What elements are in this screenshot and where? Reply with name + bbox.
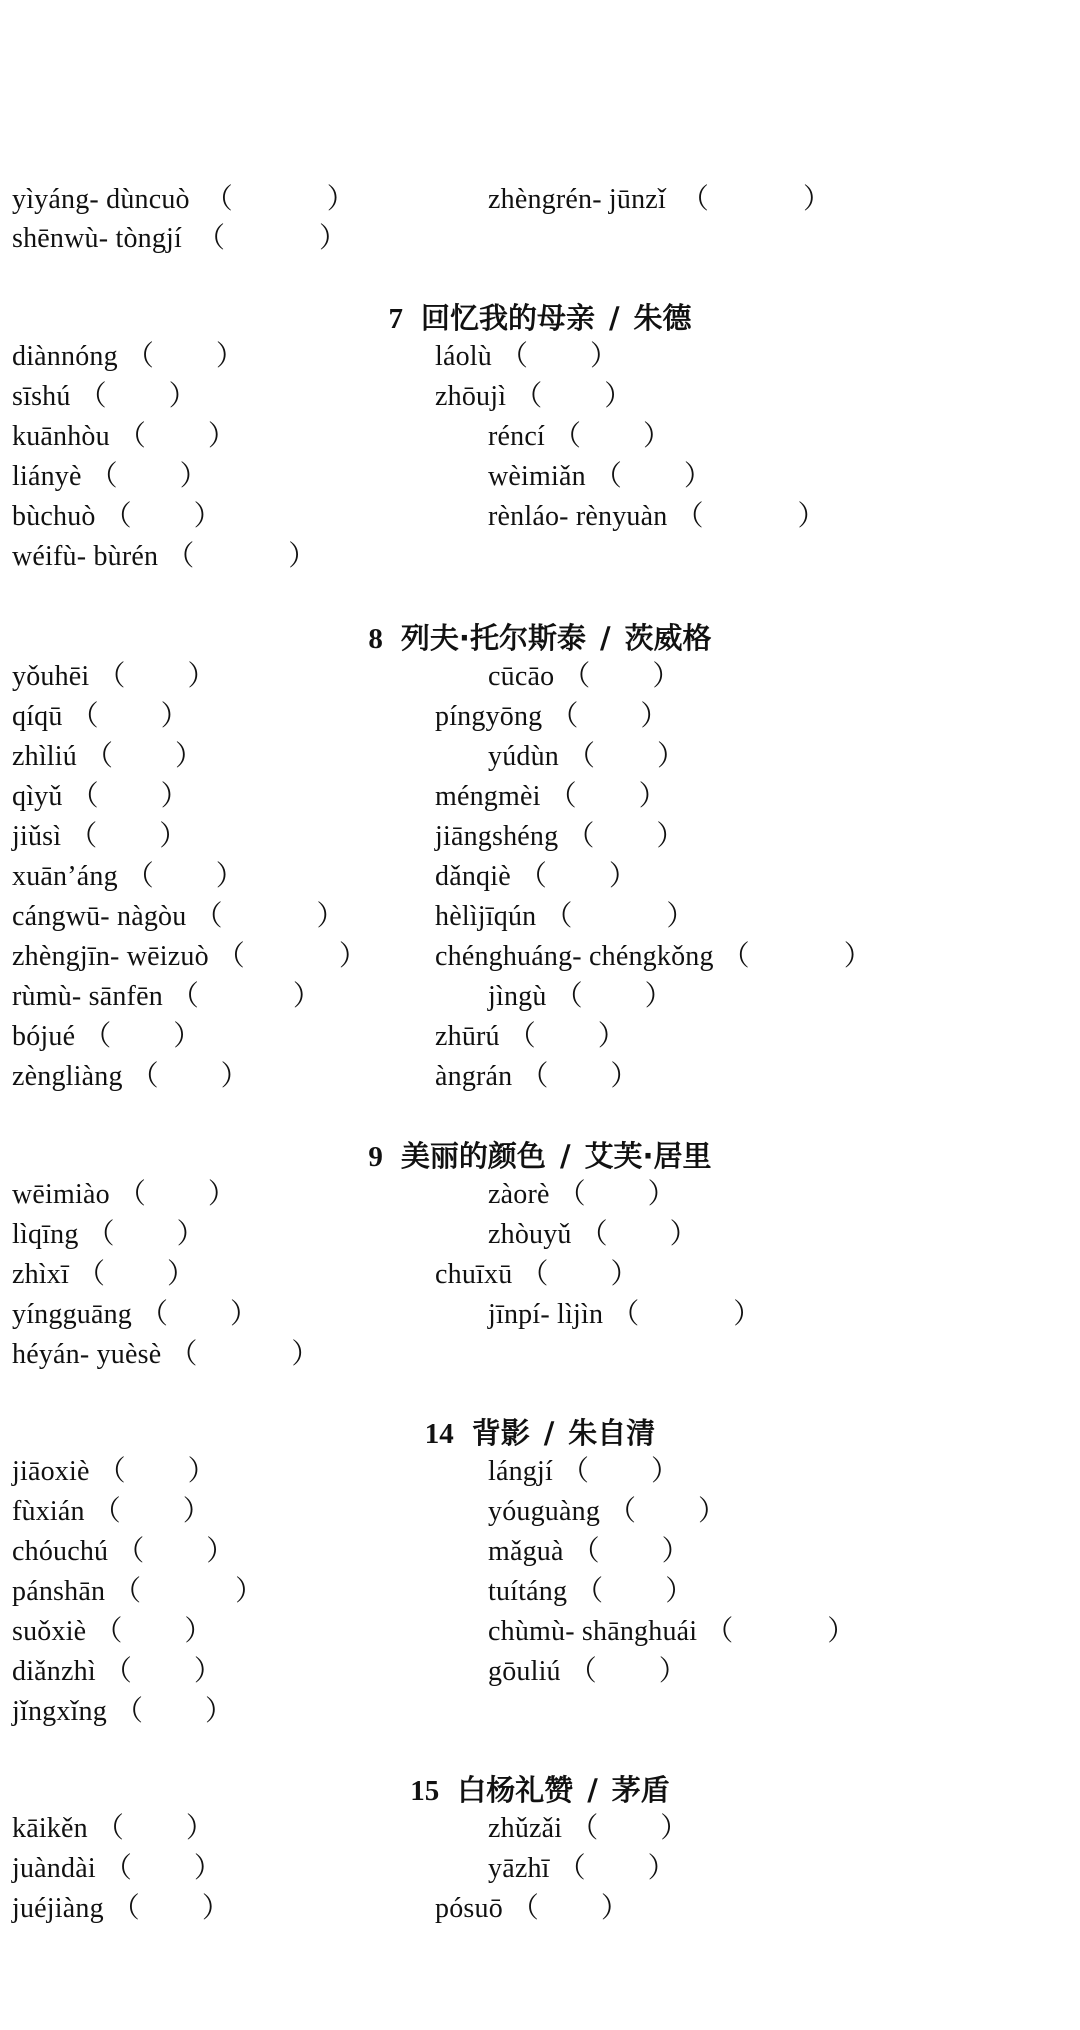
pinyin-item [12, 1258, 195, 1292]
pinyin-item [12, 1892, 230, 1926]
pinyin-text: chénghuáng- chéngkǒng [435, 941, 714, 972]
lesson-title: 列夫·托尔斯泰 [400, 621, 586, 655]
heading-separator: / [543, 1416, 555, 1450]
heading-separator: / [559, 1139, 571, 1173]
pinyin-text: juàndài [12, 1853, 96, 1884]
answer-blank[interactable]: （ ） [114, 1696, 233, 1727]
answer-blank[interactable]: （ ） [125, 861, 244, 892]
pinyin-text: yāzhī [488, 1853, 550, 1884]
lesson-number: 8 [368, 623, 383, 655]
pinyin-item [12, 1338, 319, 1372]
pinyin-item [12, 700, 189, 734]
pinyin-text: lìqīng [12, 1219, 79, 1250]
pinyin-item [12, 460, 208, 494]
pinyin-item [12, 900, 344, 934]
pinyin-item [12, 820, 187, 854]
answer-blank[interactable]: （ ） [130, 1061, 249, 1092]
answer-blank[interactable]: （ ） [611, 1299, 762, 1330]
pinyin-text: wéifù- bùrén [12, 541, 159, 572]
pinyin-item [12, 500, 222, 534]
pinyin-text: rènláo- rènyuàn [488, 501, 668, 532]
answer-blank[interactable]: （ ） [557, 1179, 676, 1210]
answer-blank[interactable]: （ ） [166, 541, 317, 572]
pinyin-item [488, 420, 671, 454]
pinyin-item [435, 380, 632, 414]
pinyin-item [12, 1655, 222, 1689]
answer-blank[interactable]: （ ） [518, 861, 637, 892]
answer-blank[interactable]: （ ） [111, 1893, 230, 1924]
pinyin-text: lángjí [488, 1456, 553, 1487]
answer-blank[interactable]: （ ） [608, 1496, 727, 1527]
answer-blank[interactable]: （ ） [500, 341, 619, 372]
pinyin-text: shēnwù- tòngjí [12, 223, 183, 254]
lesson-title: 背影 [471, 1416, 530, 1450]
pinyin-item [488, 660, 680, 694]
answer-blank[interactable]: （ ） [125, 341, 244, 372]
pinyin-text: mǎguà [488, 1536, 564, 1567]
pinyin-item [12, 1695, 233, 1729]
pinyin-item [435, 780, 667, 814]
answer-blank[interactable]: （ ） [548, 781, 667, 812]
answer-blank[interactable]: （ ） [204, 184, 355, 215]
answer-blank[interactable]: （ ） [95, 1813, 214, 1844]
lesson-title: 回忆我的母亲 [420, 301, 595, 335]
answer-blank[interactable]: （ ） [568, 1656, 687, 1687]
pinyin-item [12, 780, 189, 814]
pinyin-text: jiǔsì [12, 821, 62, 852]
pinyin-item [12, 340, 244, 374]
answer-blank[interactable]: （ ） [197, 223, 348, 254]
answer-blank[interactable]: （ ） [680, 184, 831, 215]
lesson-number: 14 [424, 1418, 454, 1450]
pinyin-item [488, 1812, 688, 1846]
answer-blank[interactable]: （ ） [70, 701, 189, 732]
pinyin-text: hèlìjīqún [435, 901, 537, 932]
pinyin-item [12, 380, 197, 414]
pinyin-text: tuítáng [488, 1576, 568, 1607]
pinyin-item [12, 540, 316, 574]
answer-blank[interactable]: （ ） [675, 501, 826, 532]
pinyin-item [12, 660, 215, 694]
pinyin-text: wēimiào [12, 1179, 110, 1210]
lesson-author: 艾芙·居里 [584, 1139, 712, 1173]
pinyin-item [12, 1298, 258, 1332]
pinyin-text: jiāngshéng [435, 821, 559, 852]
pinyin-text: chuīxū [435, 1259, 513, 1290]
pinyin-item [12, 1575, 263, 1609]
pinyin-text: bójué [12, 1021, 76, 1052]
answer-blank[interactable]: （ ） [170, 981, 321, 1012]
answer-blank[interactable]: （ ） [169, 1339, 320, 1370]
pinyin-text: láolù [435, 341, 492, 372]
pinyin-text: zhōujì [435, 381, 507, 412]
pinyin-text: kuānhòu [12, 421, 110, 452]
pinyin-item [488, 740, 685, 774]
answer-blank[interactable]: （ ） [579, 1219, 698, 1250]
pinyin-text: jiāoxiè [12, 1456, 90, 1487]
pinyin-text: xuān’áng [12, 861, 118, 892]
pinyin-text: yíngguāng [12, 1299, 133, 1330]
pinyin-item [12, 1060, 249, 1094]
answer-blank[interactable]: （ ） [520, 1061, 639, 1092]
pinyin-text: yǒuhēi [12, 661, 90, 692]
pinyin-item [12, 940, 367, 974]
pinyin-text: cángwū- nàgòu [12, 901, 187, 932]
pinyin-text: zàorè [488, 1179, 550, 1210]
pinyin-text: fùxián [12, 1496, 85, 1527]
pinyin-text: yóuguàng [488, 1496, 601, 1527]
lesson-number: 7 [388, 303, 403, 335]
answer-blank[interactable]: （ ） [544, 901, 695, 932]
pinyin-text: zhèngrén- jūnzǐ [488, 184, 666, 215]
pinyin-item [435, 700, 668, 734]
answer-blank[interactable]: （ ） [116, 1536, 235, 1567]
pinyin-item [435, 1258, 638, 1292]
answer-blank[interactable]: （ ） [550, 701, 669, 732]
pinyin-item [435, 1020, 626, 1054]
lesson-title: 白杨礼赞 [457, 1773, 574, 1807]
pinyin-text: wèimiǎn [488, 461, 586, 492]
pinyin-item [12, 183, 355, 217]
lesson-heading [0, 1415, 1080, 1452]
pinyin-item [488, 1852, 676, 1886]
pinyin-item [488, 1655, 687, 1689]
answer-blank[interactable]: （ ） [194, 901, 345, 932]
pinyin-item [12, 980, 321, 1014]
pinyin-item [488, 460, 712, 494]
answer-blank[interactable]: （ ） [86, 1219, 205, 1250]
pinyin-text: píngyōng [435, 701, 543, 732]
pinyin-text: chóuchú [12, 1536, 109, 1567]
pinyin-text: kāikěn [12, 1813, 88, 1844]
answer-blank[interactable]: （ ） [560, 1456, 679, 1487]
pinyin-text: diǎnzhì [12, 1656, 96, 1687]
lesson-number: 9 [368, 1141, 383, 1173]
pinyin-item [12, 420, 236, 454]
answer-blank[interactable]: （ ） [103, 1853, 222, 1884]
pinyin-text: qíqū [12, 701, 63, 732]
pinyin-item [12, 1535, 234, 1569]
pinyin-text: héyán- yuèsè [12, 1339, 162, 1370]
pinyin-item [12, 740, 203, 774]
pinyin-item [488, 1298, 761, 1332]
answer-blank[interactable]: （ ） [70, 781, 189, 812]
answer-blank[interactable]: （ ） [92, 1496, 211, 1527]
pinyin-text: juéjiàng [12, 1893, 104, 1924]
pinyin-text: dǎnqiè [435, 861, 511, 892]
pinyin-item [12, 1455, 216, 1489]
pinyin-item [488, 183, 831, 217]
pinyin-text: jǐngxǐng [12, 1696, 107, 1727]
pinyin-text: zhūrú [435, 1021, 500, 1052]
pinyin-text: gōuliú [488, 1656, 561, 1687]
answer-blank[interactable]: （ ） [721, 941, 872, 972]
answer-blank[interactable]: （ ） [562, 661, 681, 692]
pinyin-text: méngmèi [435, 781, 541, 812]
pinyin-text: jìngù [488, 981, 547, 1012]
pinyin-item [488, 1575, 693, 1609]
pinyin-text: cūcāo [488, 661, 555, 692]
pinyin-item [488, 1535, 690, 1569]
answer-blank[interactable]: （ ） [216, 941, 367, 972]
answer-blank[interactable]: （ ） [97, 1456, 216, 1487]
lesson-title: 美丽的颜色 [400, 1139, 546, 1173]
pinyin-item [12, 1495, 211, 1529]
answer-blank[interactable]: （ ） [89, 461, 208, 492]
pinyin-item [12, 222, 347, 256]
answer-blank[interactable]: （ ） [140, 1299, 259, 1330]
pinyin-item [435, 940, 872, 974]
answer-blank[interactable]: （ ） [566, 821, 685, 852]
pinyin-item [12, 860, 244, 894]
pinyin-text: pósuō [435, 1893, 503, 1924]
pinyin-text: yúdùn [488, 741, 559, 772]
pinyin-text: liányè [12, 461, 82, 492]
pinyin-text: zèngliàng [12, 1061, 123, 1092]
pinyin-text: suǒxiè [12, 1616, 87, 1647]
answer-blank[interactable]: （ ） [552, 421, 671, 452]
pinyin-item [12, 1020, 201, 1054]
answer-blank[interactable]: （ ） [117, 1179, 236, 1210]
answer-blank[interactable]: （ ） [77, 1259, 196, 1290]
heading-separator: / [599, 621, 611, 655]
pinyin-text: yìyáng- dùncuò [12, 184, 190, 215]
pinyin-item [435, 1060, 638, 1094]
answer-blank[interactable]: （ ） [575, 1576, 694, 1607]
answer-blank[interactable]: （ ） [554, 981, 673, 1012]
answer-blank[interactable]: （ ） [84, 741, 203, 772]
lesson-number: 15 [410, 1775, 440, 1807]
pinyin-item [435, 820, 684, 854]
pinyin-text: zhòuyǔ [488, 1219, 572, 1250]
answer-blank[interactable]: （ ） [78, 381, 197, 412]
heading-separator: / [608, 301, 620, 335]
pinyin-text: qìyǔ [12, 781, 63, 812]
lesson-author: 茅盾 [611, 1773, 670, 1807]
lesson-author: 朱自清 [568, 1416, 656, 1450]
pinyin-text: réncí [488, 421, 545, 452]
pinyin-text: diànnóng [12, 341, 118, 372]
answer-blank[interactable]: （ ） [510, 1893, 629, 1924]
pinyin-text: zhèngjīn- wēizuò [12, 941, 209, 972]
answer-blank[interactable]: （ ） [514, 381, 633, 412]
answer-blank[interactable]: （ ） [94, 1616, 213, 1647]
pinyin-item [488, 1455, 679, 1489]
answer-blank[interactable]: （ ） [520, 1259, 639, 1290]
answer-blank[interactable]: （ ） [103, 501, 222, 532]
answer-blank[interactable]: （ ） [97, 661, 216, 692]
pinyin-item [488, 980, 673, 1014]
answer-blank[interactable]: （ ） [557, 1853, 676, 1884]
pinyin-item [488, 500, 826, 534]
lesson-author: 朱德 [633, 301, 692, 335]
pinyin-text: jīnpí- lìjìn [488, 1299, 604, 1330]
answer-blank[interactable]: （ ） [103, 1656, 222, 1687]
heading-separator: / [587, 1773, 598, 1807]
lesson-heading [0, 1772, 1080, 1809]
pinyin-text: pánshān [12, 1576, 106, 1607]
pinyin-item [488, 1495, 726, 1529]
pinyin-item [435, 1892, 629, 1926]
answer-blank[interactable]: （ ） [570, 1813, 689, 1844]
answer-blank[interactable]: （ ） [593, 461, 712, 492]
answer-blank[interactable]: （ ） [83, 1021, 202, 1052]
pinyin-item [12, 1218, 205, 1252]
pinyin-text: zhìxī [12, 1259, 69, 1290]
pinyin-item [12, 1852, 222, 1886]
pinyin-item [12, 1812, 214, 1846]
pinyin-item [435, 900, 694, 934]
pinyin-item [12, 1178, 236, 1212]
answer-blank[interactable]: （ ） [571, 1536, 690, 1567]
pinyin-text: zhǔzǎi [488, 1813, 563, 1844]
lesson-heading [0, 620, 1080, 657]
answer-blank[interactable]: （ ） [69, 821, 188, 852]
pinyin-text: rùmù- sānfēn [12, 981, 163, 1012]
pinyin-text: àngrán [435, 1061, 513, 1092]
pinyin-text: zhìliú [12, 741, 77, 772]
answer-blank[interactable]: （ ） [113, 1576, 264, 1607]
pinyin-item [488, 1218, 698, 1252]
pinyin-item [435, 340, 618, 374]
answer-blank[interactable]: （ ） [117, 421, 236, 452]
pinyin-text: chùmù- shānghuái [488, 1616, 698, 1647]
pinyin-item [12, 1615, 212, 1649]
pinyin-item [488, 1615, 855, 1649]
pinyin-text: bùchuò [12, 501, 96, 532]
answer-blank[interactable]: （ ） [507, 1021, 626, 1052]
pinyin-item [488, 1178, 676, 1212]
pinyin-text: sīshú [12, 381, 71, 412]
lesson-author: 茨威格 [624, 621, 712, 655]
lesson-heading [0, 300, 1080, 337]
answer-blank[interactable]: （ ） [567, 741, 686, 772]
lesson-heading [0, 1138, 1080, 1175]
answer-blank[interactable]: （ ） [705, 1616, 856, 1647]
pinyin-item [435, 860, 637, 894]
